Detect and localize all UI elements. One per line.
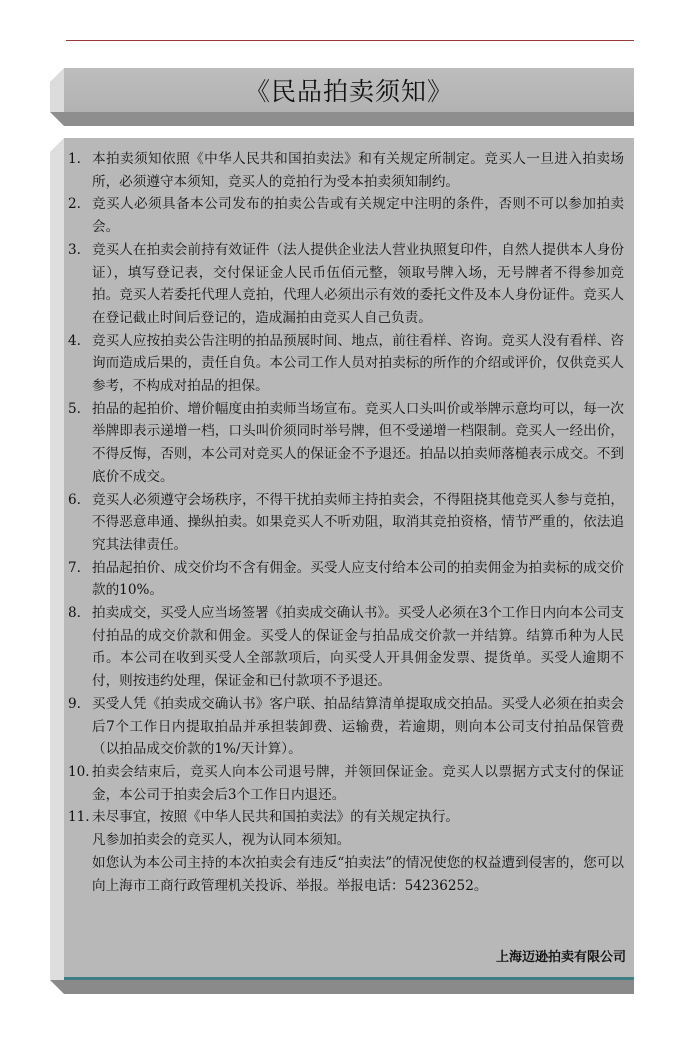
rule-text: 买受人凭《拍卖成交确认书》客户联、拍品结算清单提取成交拍品。买受人必须在拍卖会后7个工作日内提取拍品并承担装卸费、运输费，若逾期，则向本公司支付拍品保管费（以拍品成交价款的1%/天计算）。 [92, 695, 624, 758]
rule-item [66, 693, 624, 761]
rule-number: 1. [68, 151, 81, 167]
rule-text: 拍卖会结束后，竞买人向本公司退号牌，并领回保证金。竞买人以票据方式支付的保证金，本公司于拍卖会后3个工作日内退还。 [92, 763, 624, 803]
rule-text: 拍品起拍价、成交价均不含有佣金。买受人应支付给本公司的拍卖佣金为拍卖标的成交价款的10%。 [92, 559, 624, 599]
rule-item [66, 239, 624, 330]
rule-text: 拍品的起拍价、增价幅度由拍卖师当场宣布。竞买人口头叫价或举牌示意均可以，每一次举牌即表示递增一档，口头叫价须同时举号牌，但不受递增一档限制。竞买人一经出价，不得反悔，否则，本公司对竞买人的保证金不予退还。拍品以拍卖师落槌表示成交。不到底价不成交。 [92, 400, 624, 485]
rule-item [66, 806, 624, 829]
rule-number: 2. [68, 196, 81, 213]
rule-text: 拍卖成交，买受人应当场签署《拍卖成交确认书》。买受人必须在3个工作日内向本公司支付拍品的成交价款和佣金。买受人的保证金与拍品成交价款一并结算。结算币种为人民币。本公司在收到买受人全部款项后，向买受人开具佣金发票、提货单。买受人逾期不付，则按违约处理，保证金和已付款项不予退还。 [92, 605, 625, 690]
rule-text: 竞买人必须具备本公司发布的拍卖公告或有关规定中注明的条件，否则不可以参加拍卖会。 [92, 196, 624, 236]
title-bevel-bottom [50, 112, 634, 126]
rule-text: 竞买人必须遵守会场秩序，不得干扰拍卖师主持拍卖会，不得阻挠其他竞买人参与竞拍，不得恶意串通、操纵拍卖。如果竞买人不听劝阻，取消其竞拍资格，情节严重的，依法追究其法律责任。 [92, 491, 624, 553]
rule-item [66, 602, 624, 693]
rules-content [66, 148, 624, 897]
rule-text: 竞买人应按拍卖公告注明的拍品预展时间、地点，前往看样、咨询。竞买人没有看样、咨询而造成后果的，责任自负。本公司工作人员对拍卖标的所作的介绍或评价，仅供竞买人参考，不构成对拍品的担保。 [92, 332, 624, 395]
page-title: 《民品拍卖须知》 [244, 77, 453, 106]
rule-text: 本拍卖须知依照《中华人民共和国拍卖法》和有关规定所制定。竞买人一旦进入拍卖场所，必须遵守本须知，竞买人的竞拍行为受本拍卖须知制约。 [92, 151, 624, 190]
rule-number: 10. [68, 763, 90, 780]
rule-number: 8. [68, 605, 81, 622]
rule-number: 11. [68, 809, 90, 826]
panel-accent-line [64, 977, 634, 980]
rule-item [66, 557, 624, 602]
rule-item [66, 761, 624, 806]
rule-item [66, 398, 624, 489]
rule-number: 7. [68, 559, 81, 576]
top-divider [66, 40, 634, 41]
panel-bevel-bottom [50, 980, 634, 994]
rule-item [66, 193, 624, 238]
rule-text: 未尽事宜，按照《中华人民共和国拍卖法》的有关规定执行。 [92, 809, 460, 826]
rule-text: 竞买人在拍卖会前持有效证件（法人提供企业法人营业执照复印件，自然人提供本人身份证），填写登记表，交付保证金人民币伍佰元整，领取号牌入场，无号牌者不得参加竞拍。竞买人若委托代理人竞拍，代理人必须出示有效的委托文件及本人身份证件。竞买人在登记截止时间后登记的，造成漏拍由竞买人自己负责。 [92, 241, 624, 326]
rule-number: 3. [68, 241, 81, 258]
rule-item [66, 148, 624, 193]
company-name: 上海迈逊拍卖有限公司 [495, 950, 626, 965]
rule-item [66, 330, 624, 398]
rule-number: 9. [68, 695, 81, 712]
closing-line: 如您认为本公司主持的本次拍卖会有违反“拍卖法”的情况使您的权益遭到侵害的，您可以向上海市工商行政管理机关投诉、举报。举报电话：54236252。 [92, 854, 624, 894]
rules-list [66, 148, 624, 829]
panel-bevel-left [50, 138, 64, 980]
rule-item [66, 489, 624, 557]
rule-number: 4. [68, 332, 81, 349]
rule-number: 5. [68, 400, 81, 417]
closing-notes [66, 829, 624, 897]
title-banner [50, 68, 634, 126]
closing-line: 凡参加拍卖会的竞买人，视为认同本须知。 [92, 832, 351, 849]
rule-number: 6. [68, 491, 81, 508]
title-bevel-left [50, 68, 64, 112]
